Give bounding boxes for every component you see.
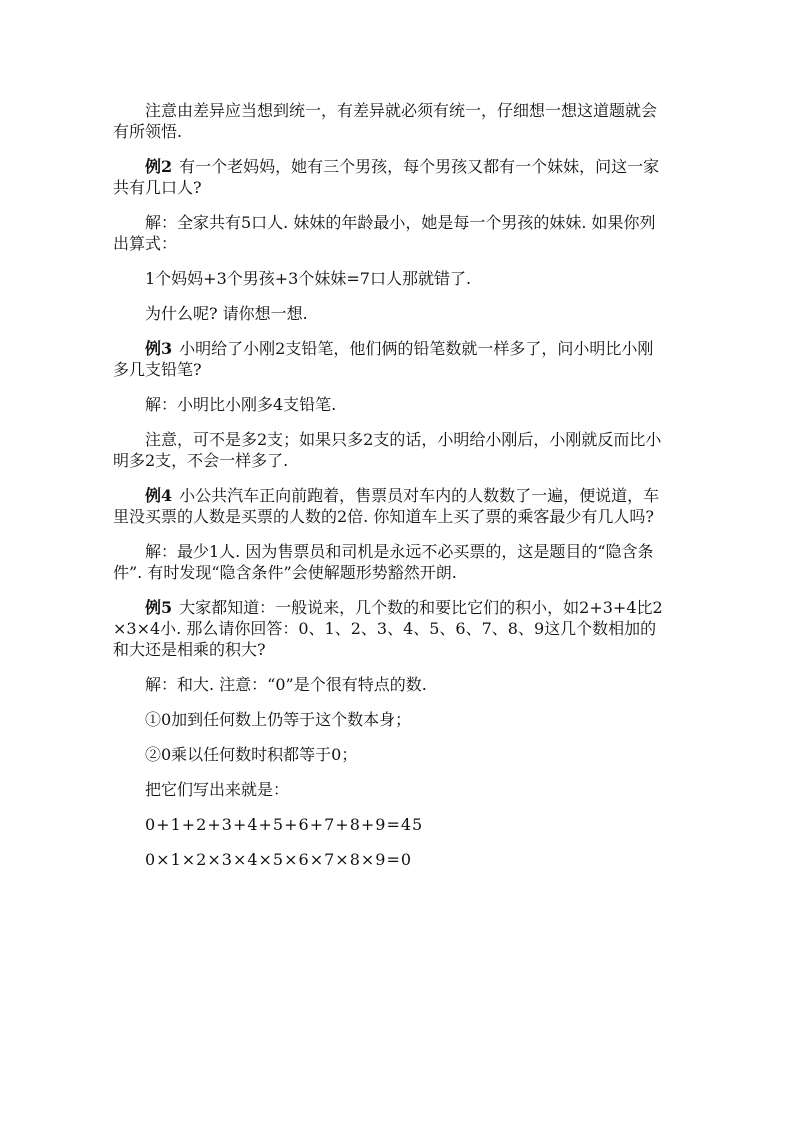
paragraph-example-3-solution: 解：小明比小刚多4支铅笔.	[145, 395, 337, 414]
paragraph-think-prompt: 为什么呢? 请你想一想.	[145, 304, 308, 323]
paragraph-note-unity: 注意由差异应当想到统一，有差异就必须有统一，仔细想一想这道题就会有所领悟.	[113, 101, 658, 141]
paragraph-wrong-formula: 1个妈妈+3个男孩+3个妹妹=7口人那就错了.	[145, 269, 472, 288]
example-4-text: 小公共汽车正向前跑着，售票员对车内的人数数了一遍，便说道，车里没买票的人数是买票的人数的2倍. 你知道车上买了票的乘客最少有几人吗?	[113, 486, 660, 526]
paragraph-example-3-note: 注意，可不是多2支；如果只多2支的话，小明给小刚后，小刚就反而比小明多2支，不会一样多了.	[113, 430, 662, 470]
paragraph-write-out: 把它们写出来就是：	[145, 780, 290, 799]
example-5-text: 大家都知道：一般说来，几个数的和要比它们的积小，如2+3+4比2×3×4小. 那么请你回答：0、1、2、3、4、5、6、7、8、9这几个数相加的和大还是相乘的积大?	[113, 598, 663, 659]
paragraph-example-4-solution: 解：最少1人. 因为售票员和司机是永远不必买票的，这是题目的“隐含条件”. 有时发现“隐含条件”会使解题形势豁然开朗.	[113, 542, 654, 582]
example-2-text: 有一个老妈妈，她有三个男孩，每个男孩又都有一个妹妹，问这一家共有几口人?	[113, 157, 660, 197]
paragraph-example-5	[113, 597, 666, 660]
paragraph-property-2: ②0乘以任何数时积都等于0；	[145, 745, 358, 764]
paragraph-property-1: ①0加到任何数上仍等于这个数本身；	[145, 710, 412, 729]
paragraph-example-3	[113, 338, 666, 380]
example-2-label: 例2	[145, 157, 173, 176]
example-5-label: 例5	[145, 598, 173, 617]
equation-product: 0×1×2×3×4×5×6×7×8×9=0	[145, 850, 413, 869]
equation-sum: 0+1+2+3+4+5+6+7+8+9=45	[145, 815, 424, 834]
paragraph-example-4	[113, 485, 666, 527]
paragraph-example-5-solution: 解：和大. 注意：“0”是个很有特点的数.	[145, 675, 427, 694]
paragraph-example-2	[113, 156, 666, 198]
example-3-text: 小明给了小刚2支铅笔，他们俩的铅笔数就一样多了，问小明比小刚多几支铅笔?	[113, 339, 654, 379]
example-3-label: 例3	[145, 339, 173, 358]
paragraph-example-2-solution: 解：全家共有5口人. 妹妹的年龄最小，她是每一个男孩的妹妹. 如果你列出算式：	[113, 213, 656, 253]
example-4-label: 例4	[145, 486, 173, 505]
